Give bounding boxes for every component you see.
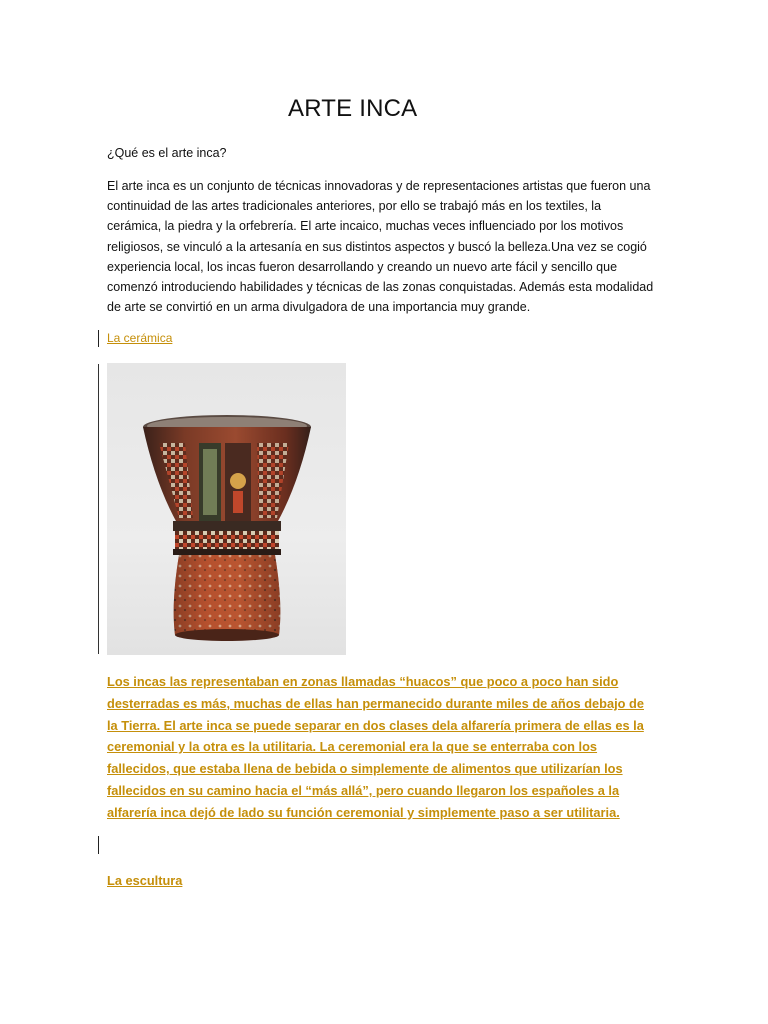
page-title: ARTE INCA: [288, 95, 418, 122]
intro-paragraph: [107, 176, 667, 317]
ceramica-line[interactable]: alfarería inca dejó de lado su función ceremonial y simplemente paso a ser utilitaria.: [107, 804, 620, 820]
intro-line: religiosos, se vinculó a la artesanía en sus distintos aspectos y buscó la belleza.Una vez se cogió: [107, 239, 647, 254]
ceramica-line[interactable]: ceremonial y la otra es la utilitaria. La ceremonial era la que se enterraba con los: [107, 739, 598, 755]
intro-line: de arte se convirtió en un arma divulgadora de una importancia muy grande.: [107, 300, 531, 315]
intro-line: cerámica, la piedra y la orfebrería. El arte incaico, muchas veces influenciado por los motivos: [107, 219, 624, 234]
ceramica-line[interactable]: Los incas las representaban en zonas llamadas “huacos” que poco a poco han sido: [107, 674, 619, 689]
intro-line: El arte inca es un conjunto de técnicas innovadoras y de representaciones artistas que fueron una: [107, 179, 651, 193]
intro-line: experiencia local, los incas fueron desarrollando y creando un nuevo arte fácil y sencillo que: [107, 259, 618, 274]
intro-line: comenzó introduciendo habilidades y técnicas de las zonas conquistadas. Además esta modalidad: [107, 280, 654, 295]
ceramica-paragraph[interactable]: [107, 671, 667, 824]
ceramica-line[interactable]: desterradas es más, muchas de ellas han permanecido durante miles de años debajo de: [107, 695, 644, 711]
link-la-ceramica[interactable]: La cerámica: [107, 331, 173, 345]
text-cursor: [98, 836, 99, 854]
link-la-escultura[interactable]: La escultura: [107, 873, 183, 888]
change-bar: [98, 330, 99, 347]
intro-line: continuidad de las artes tradicionales anteriores, por ello se trabajó más en los textiles, la: [107, 199, 602, 214]
ceramica-line[interactable]: la Tierra. El arte inca se puede separar en dos clases dela alfarería primera de ellas es la: [107, 717, 644, 733]
change-bar: [98, 364, 99, 654]
ceramica-line[interactable]: fallecidos, que estaba llena de bebida o simplemente de alimentos que utilizarían los: [107, 761, 623, 777]
ceramica-line[interactable]: fallecidos en su camino hacia el “más allá”, pero cuando llegaron los españoles a la: [107, 782, 620, 798]
kero-vessel-illustration: [107, 363, 346, 655]
question-heading: ¿Qué es el arte inca?: [107, 146, 227, 160]
inca-kero-vessel-image: [107, 363, 346, 655]
